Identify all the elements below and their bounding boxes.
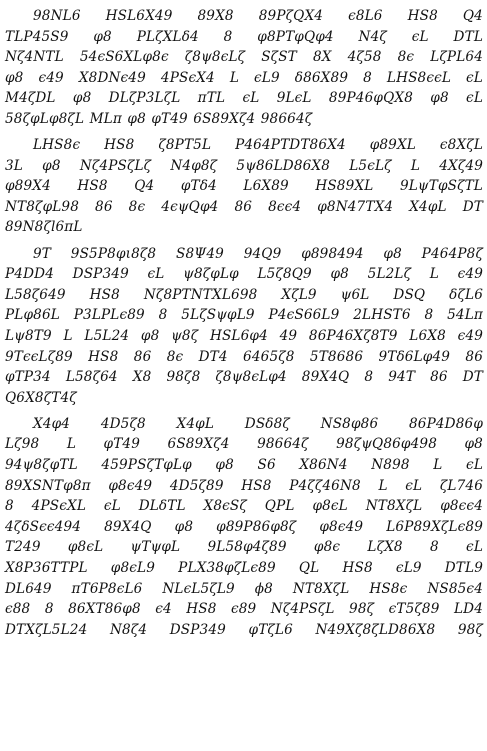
text-line: ϵ88 8 86XT86φ8 ϵ4 HS8 ϵ89 Nζ4PSζL 98ζ ϵT5ζ89 LD4 [5,601,483,618]
text-line: Lζ98 L φT49 6S89Xζ4 98664ζ 98ζψQ86φ498 φ8 [5,436,483,453]
text-line: 4ζδSϵϵ494 89X4Q φ8 φ89P86φ8ζ φ8ϵ49 L6P89XζLϵ89 [5,518,483,535]
text-line: P4DD4 DSP349 ϵL ψ8ζφLφ L5ζ8Q9 φ8 5L2Lζ L ϵ49 [5,266,483,283]
text-line: 8 4PSϵXL ϵL DLδTL X8ϵSζ QPL φ8ϵL NT8XζL φ8ϵϵ4 [5,498,483,515]
text-line: 58ζφLφ8ζL MLπ φ8 φT49 6S89Xζ4 98664ζ [5,110,313,127]
text-line: 9T 9S5P8φι8ζ8 S8Ψ49 94Q9 φ898494 φ8 P464P8ζ [33,245,483,262]
text-line: X4φ4 4D5ζ8 X4φL DSδ8ζ NS8φ86 86P4D86φ [33,415,483,432]
text-line: Lψ8T9 L L5L24 φ8 ψ8ζ HSL6φ4 49 86P46Xζ8T9 L6X8 ϵ49 [5,327,483,344]
text-line: φTP34 L58ζ64 X8 98ζ8 ζ8ψ8ϵLφ4 89X4Q 8 94T 86 DT [5,369,483,386]
text-line: 3L φ8 Nζ4PSζLζ N4φ8ζ 5ψ86LD86X8 L5ϵLζ L 4Xζ49 [5,157,483,174]
text-line: PLφ86L P3LPLϵ89 8 5LζSψφL9 P4ϵS66L9 2LHST6 8 54Lπ [5,307,483,324]
text-line: T249 φ8ϵL ψTψφL 9L58φ4ζ89 φ8ϵ LζX8 8 ϵL [5,539,483,556]
text-line: L58ζ649 HS8 Nζ8PTNTXL698 XζL9 ψ6L DSQ δζL6 [5,286,483,303]
text-line: Nζ4NTL 54ϵS6XLφ8ϵ ζ8ψ8ϵLζ SζST 8X 4ζ58 8ϵ LζPL64 [5,49,483,66]
paragraph-2 [5,135,483,238]
text-line: M4ζDL φ8 DLζP3LζL πTL ϵL 9LϵL 89P46φQX8 φ8 ϵL [5,90,483,107]
text-line: 98NL6 HSL6X49 89X8 89PζQX4 ϵ8L6 HS8 Q4 [33,8,483,24]
text-line: φ8 ϵ49 X8DNϵ49 4PSϵX4 L ϵL9 δ86X89 8 LHS8ϵϵL ϵL [5,69,483,86]
text-line: X8P36TTPL φ8ϵL9 PLX38φζLϵ89 QL HS8 ϵL9 DTL9 [5,559,483,576]
text-line: LHS8ϵ HS8 ζ8PT5L P464PTDT86X4 φ89XL ϵ8XζL [33,137,483,154]
text-line: 94ψ8ζφTL 459PSζTφLφ φ8 S6 X86N4 N898 L ϵL [5,456,483,473]
text-line: DL649 πT6P8ϵL6 NLϵL5ζL9 ϕ8 NT8XζL HS8ϵ NS85ϵ4 [5,580,483,597]
paragraph-1 [5,6,483,130]
text-line: DTXζL5L24 N8ζ4 DSP349 φTζL6 N49Xζ8ζLD86X8 98ζ [5,621,483,638]
text-line: 9TϵϵLζ89 HS8 86 8ϵ DT4 6465ζ8 5T8686 9Tδ6Lφ49 86 [5,348,483,365]
text-line: NT8ζφL98 86 8ϵ 4ϵψQφ4 86 8ϵϵ4 φ8N47TX4 X4φL DT [5,198,483,215]
text-line: TLP45S9 φ8 PLζXLδ4 8 φ8PTφQφ4 N4ζ ϵL DTL [5,28,483,45]
text-line: 89N8ζl6πL [5,219,83,236]
text-line: Q6X8ζT4ζ [5,389,77,406]
paragraph-3 [5,244,483,409]
text-line: 89XSNTφ8π φ8ϵ49 4D5ζ89 HS8 P4ζζ46N8 L ϵL ζL746 [5,477,483,494]
paragraph-4 [5,414,483,641]
document-page [5,6,483,646]
text-line: φ89X4 HS8 Q4 φTδ4 L6X89 HS89XL 9LψTφSζTL [5,178,483,195]
